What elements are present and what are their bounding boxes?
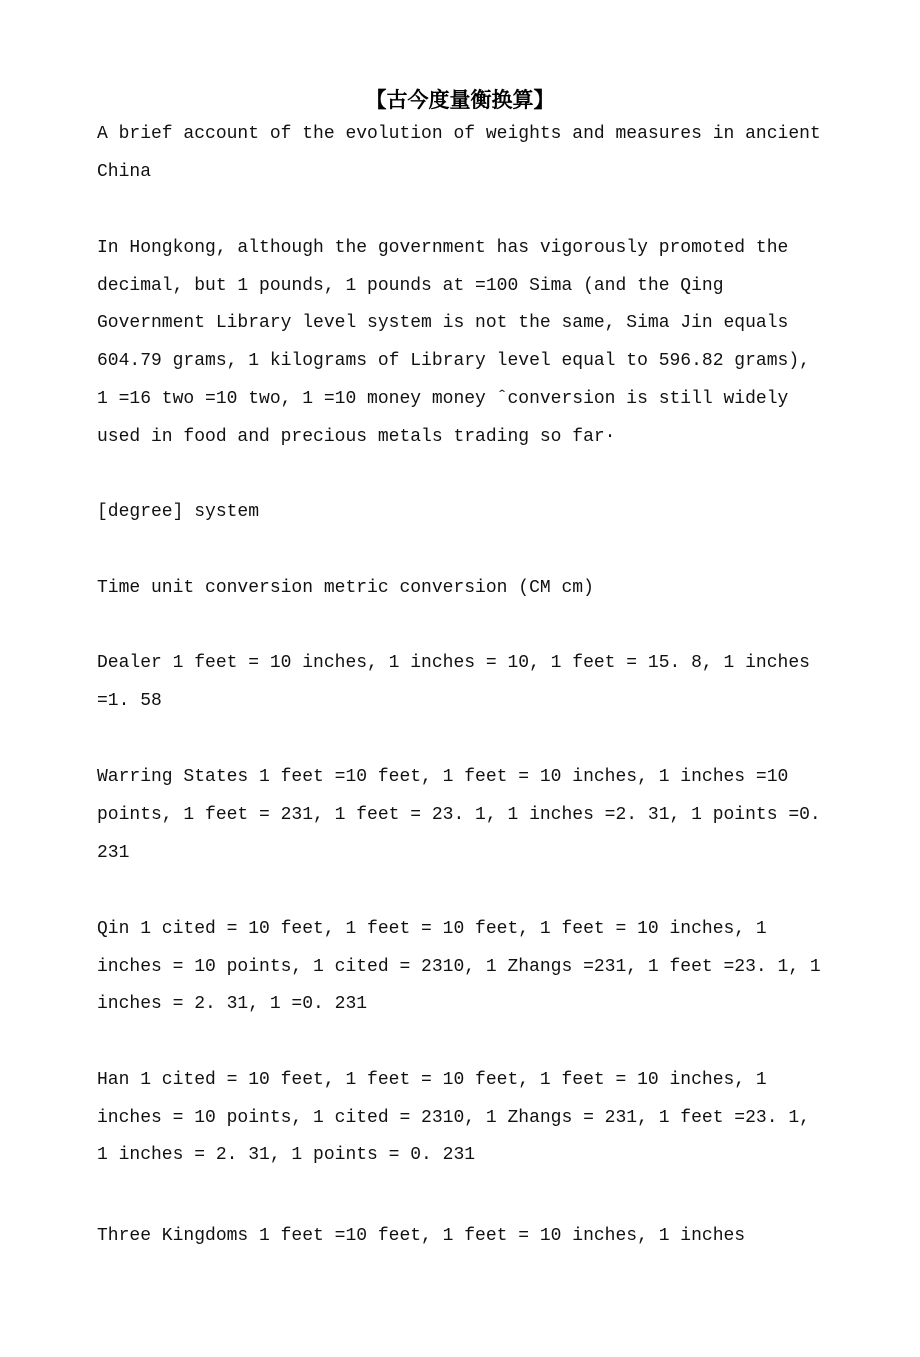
text-line: decimal, but 1 pounds, 1 pounds at =100 Sima (and the Qing bbox=[97, 276, 724, 296]
section-heading: [degree] system bbox=[97, 502, 260, 522]
text-line: Three Kingdoms 1 feet =10 feet, 1 feet = 10 inches, 1 inches bbox=[97, 1226, 746, 1246]
text-line: 231 bbox=[97, 843, 130, 863]
text-line: Han 1 cited = 10 feet, 1 feet = 10 feet, 1 feet = 10 inches, 1 bbox=[97, 1070, 767, 1090]
text-line: China bbox=[97, 162, 152, 182]
text-line: 1 =16 two =10 two, 1 =10 money money ˆconversion is still widely bbox=[97, 389, 789, 409]
text-line: 604.79 grams, 1 kilograms of Library level equal to 596.82 grams), bbox=[97, 351, 810, 371]
text-line: In Hongkong, although the government has vigorously promoted the bbox=[97, 238, 789, 258]
text-line: 1 inches = 2. 31, 1 points = 0. 231 bbox=[97, 1145, 476, 1165]
text-line: Dealer 1 feet = 10 inches, 1 inches = 10, 1 feet = 15. 8, 1 inches bbox=[97, 653, 810, 673]
text-line: used in food and precious metals trading so far· bbox=[97, 427, 616, 447]
text-line: inches = 2. 31, 1 =0. 231 bbox=[97, 994, 368, 1014]
text-line: Warring States 1 feet =10 feet, 1 feet = 10 inches, 1 inches =10 bbox=[97, 767, 789, 787]
text-line: inches = 10 points, 1 cited = 2310, 1 Zhangs =231, 1 feet =23. 1, 1 bbox=[97, 957, 821, 977]
text-line: Government Library level system is not the same, Sima Jin equals bbox=[97, 313, 789, 333]
text-line: Qin 1 cited = 10 feet, 1 feet = 10 feet, 1 feet = 10 inches, 1 bbox=[97, 919, 767, 939]
document-title: 【古今度量衡换算】 bbox=[365, 88, 555, 112]
text-line: A brief account of the evolution of weights and measures in ancient bbox=[97, 124, 821, 144]
text-line: inches = 10 points, 1 cited = 2310, 1 Zhangs = 231, 1 feet =23. 1, bbox=[97, 1108, 810, 1128]
text-line: points, 1 feet = 231, 1 feet = 23. 1, 1 inches =2. 31, 1 points =0. bbox=[97, 805, 821, 825]
text-line: Time unit conversion metric conversion (CM cm) bbox=[97, 578, 594, 598]
text-line: =1. 58 bbox=[97, 691, 162, 711]
